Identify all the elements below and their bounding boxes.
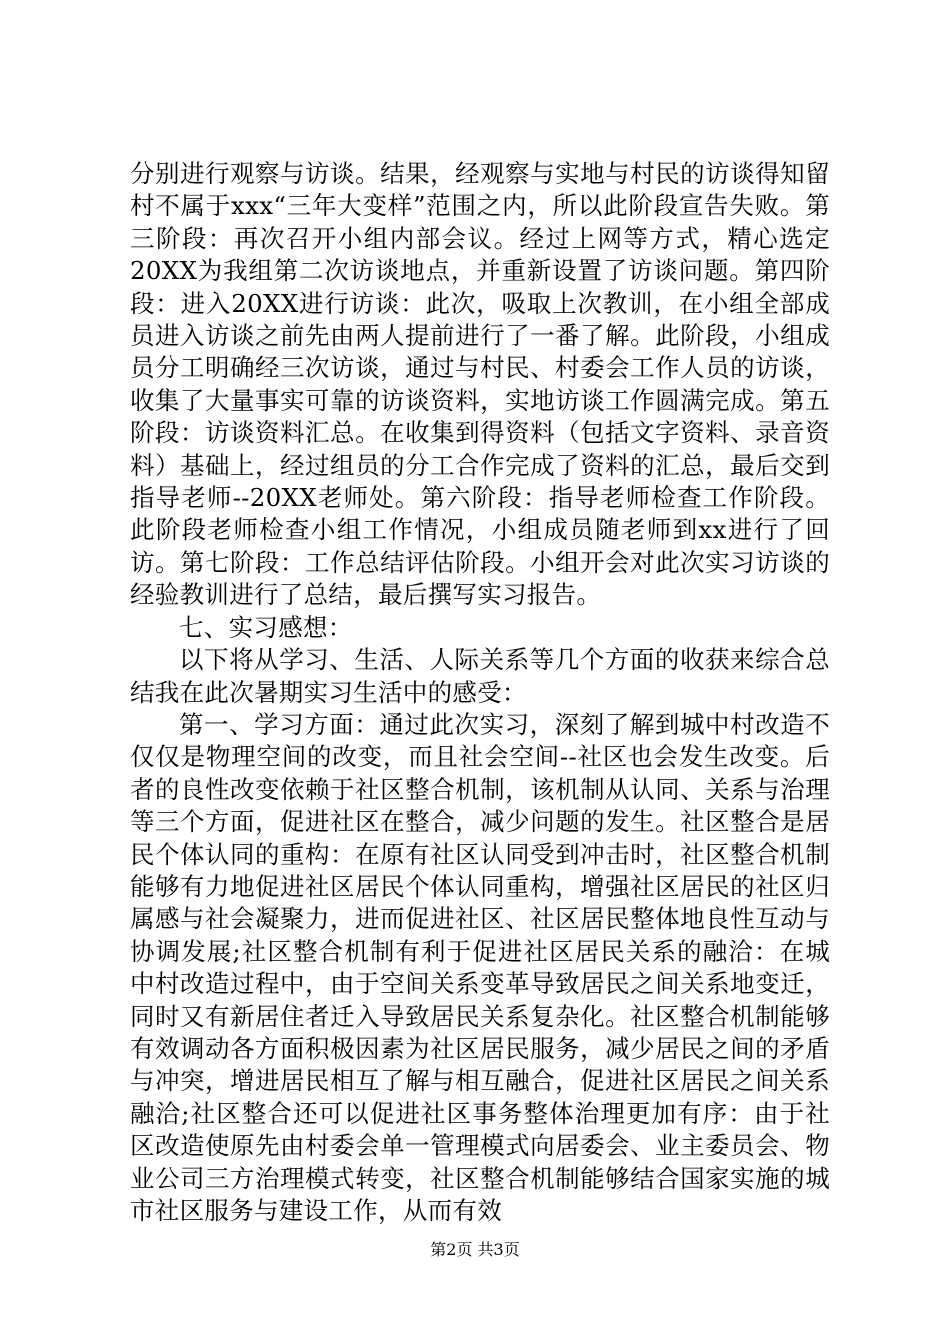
page-number-label: 第2页 共3页 [430,1240,520,1259]
paragraph-learning: 第一、学习方面：通过此次实习，深刻了解到城中村改造不仅仅是物理空间的改变，而且社会空间--社区也会发生改变。后者的良性改变依赖于社区整合机制，该机制从认同、关系与治理等三个方面，促进社区在整合，减少问题的发生。社区整合是居民个体认同的重构：在原有社区认同受到冲击时，社区整合机制能够有力地促进社区居民个体认同重构，增强社区居民的社区归属感与社会凝聚力，进而促进社区、社区居民整体地良性互动与协调发展;社区整合机制有利于促进社区居民关系的融洽：在城中村改造过程中，由于空间关系变革导致居民之间关系地变迁，同时又有新居住者迁入导致居民关系复杂化。社区整合机制能够有效调动各方面积极因素为社区居民服务，减少居民之间的矛盾与冲突，增进居民相互了解与相互融合，促进社区居民之间关系融洽;社区整合还可以促进社区事务整体治理更加有序：由于社区改造使原先由村委会单一管理模式向居委会、业主委员会、物业公司三方治理模式转变，社区整合机制能够结合国家实施的城市社区服务与建设工作，从而有效 [130,709,830,1225]
paragraph-reflections-intro: 以下将从学习、生活、人际关系等几个方面的收获来综合总结我在此次暑期实习生活中的感受： [130,645,830,707]
paragraph-stages: 分别进行观察与访谈。结果，经观察与实地与村民的访谈得知留村不属于xxx“三年大变样”范围之内，所以此阶段宣告失败。第三阶段：再次召开小组内部会议。经过上网等方式，精心选定20XX为我组第二次访谈地点，并重新设置了访谈问题。第四阶段：进入20XX进行访谈：此次，吸取上次教训，在小组全部成员进入访谈之前先由两人提前进行了一番了解。此阶段，小组成员分工明确经三次访谈，通过与村民、村委会工作人员的访谈，收集了大量事实可靠的访谈资料，实地访谈工作圆满完成。第五阶段：访谈资料汇总。在收集到得资料（包括文字资料、录音资料）基础上，经过组员的分工合作完成了资料的汇总，最后交到指导老师--20XX老师处。第六阶段：指导老师检查工作阶段。此阶段老师检查小组工作情况，小组成员随老师到xx进行了回访。第七阶段：工作总结评估阶段。小组开会对此次实习访谈的经验教训进行了总结，最后撰写实习报告。 [130,159,830,610]
section-heading-internship-reflections: 七、实习感想： [179,612,353,642]
document-body [130,158,830,1227]
page-footer [0,1240,950,1260]
